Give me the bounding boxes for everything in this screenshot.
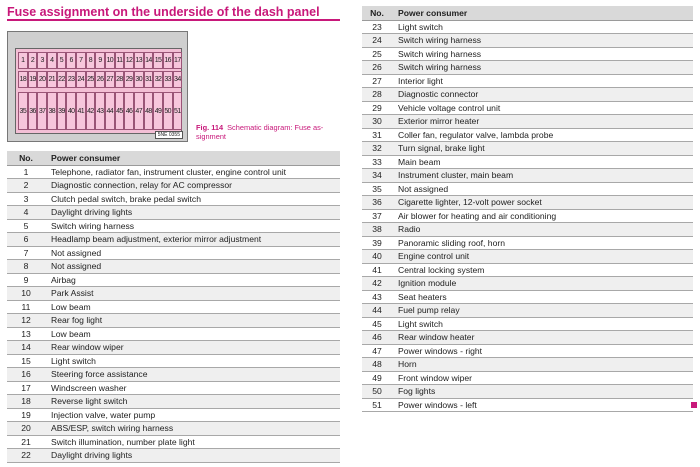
fuse-slot: 12: [124, 52, 134, 69]
fuse-number: 43: [362, 290, 392, 304]
power-consumer: Light switch: [392, 317, 693, 331]
fuse-row-1: [18, 52, 182, 69]
fuse-number: 48: [362, 358, 392, 372]
fuse-table-left: [7, 151, 340, 463]
power-consumer: Airbag: [45, 273, 340, 287]
fuse-slot: 35: [18, 92, 28, 130]
fuse-slot: 15: [153, 52, 163, 69]
table-row: [7, 381, 340, 395]
table-row: [362, 317, 693, 331]
table-row: [7, 354, 340, 368]
table-row: [362, 61, 693, 75]
power-consumer: Front window wiper: [392, 371, 693, 385]
power-consumer: Windscreen washer: [45, 381, 340, 395]
fuse-slot: 51: [173, 92, 183, 130]
fuse-number: 25: [362, 47, 392, 61]
fuse-slot: 3: [37, 52, 47, 69]
fuse-number: 42: [362, 277, 392, 291]
table-row: [362, 182, 693, 196]
fuse-slot: 20: [37, 71, 47, 88]
fuse-slot: 22: [57, 71, 67, 88]
power-consumer: Not assigned: [392, 182, 693, 196]
power-consumer: Light switch: [45, 354, 340, 368]
fuse-number: 45: [362, 317, 392, 331]
fuse-slot: 33: [163, 71, 173, 88]
fuse-slot: 18: [18, 71, 28, 88]
column-header-consumer: Power consumer: [392, 6, 693, 20]
fuse-slot: 6: [66, 52, 76, 69]
fuse-number: 4: [7, 206, 45, 220]
fuse-number: 39: [362, 236, 392, 250]
fuse-slot: 42: [86, 92, 96, 130]
fuse-number: 21: [7, 435, 45, 449]
fuse-number: 30: [362, 115, 392, 129]
table-row: [7, 287, 340, 301]
fuse-number: 1: [7, 165, 45, 179]
fuse-number: 12: [7, 314, 45, 328]
power-consumer: Park Assist: [45, 287, 340, 301]
fuse-slot: 9: [95, 52, 105, 69]
table-header-row: [7, 151, 340, 165]
table-row: [362, 115, 693, 129]
fuse-number: 40: [362, 250, 392, 264]
power-consumer: Not assigned: [45, 246, 340, 260]
table-row: [7, 300, 340, 314]
table-row: [362, 142, 693, 156]
table-row: [362, 331, 693, 345]
power-consumer: Panoramic sliding roof, horn: [392, 236, 693, 250]
fuse-number: 2: [7, 179, 45, 193]
table-row: [7, 341, 340, 355]
fuse-number: 23: [362, 20, 392, 34]
power-consumer: Daylight driving lights: [45, 206, 340, 220]
fuse-slot: 30: [134, 71, 144, 88]
figure-caption-text: Schematic diagram: Fuse as- signment: [196, 123, 324, 141]
power-consumer: Telephone, radiator fan, instrument cluster, engine control unit: [45, 165, 340, 179]
fuse-slot: 4: [47, 52, 57, 69]
table-row: [362, 344, 693, 358]
fuse-number: 27: [362, 74, 392, 88]
fuse-slot: 43: [95, 92, 105, 130]
table-row: [362, 88, 693, 102]
power-consumer: Cigarette lighter, 12-volt power socket: [392, 196, 693, 210]
fuse-slot: 45: [115, 92, 125, 130]
power-consumer: Steering force assistance: [45, 368, 340, 382]
power-consumer: Switch wiring harness: [392, 47, 693, 61]
fuse-number: 47: [362, 344, 392, 358]
fuse-slot: 49: [153, 92, 163, 130]
fuse-number: 49: [362, 371, 392, 385]
fuse-number: 36: [362, 196, 392, 210]
table-row: [362, 358, 693, 372]
fuse-number: 37: [362, 209, 392, 223]
fuse-number: 16: [7, 368, 45, 382]
table-row: [7, 449, 340, 463]
power-consumer: Exterior mirror heater: [392, 115, 693, 129]
fuse-number: 35: [362, 182, 392, 196]
table-row: [7, 233, 340, 247]
power-consumer: Low beam: [45, 327, 340, 341]
fuse-number: 34: [362, 169, 392, 183]
table-row: [362, 263, 693, 277]
power-consumer: Rear fog light: [45, 314, 340, 328]
power-consumer: Central locking system: [392, 263, 693, 277]
fuse-number: 46: [362, 331, 392, 345]
table-row: [362, 209, 693, 223]
fuse-number: 5: [7, 219, 45, 233]
fuse-number: 17: [7, 381, 45, 395]
power-consumer: Engine control unit: [392, 250, 693, 264]
fuse-slot: 27: [105, 71, 115, 88]
fuse-slot: 14: [144, 52, 154, 69]
table-row: [7, 206, 340, 220]
power-consumer: Air blower for heating and air conditioning: [392, 209, 693, 223]
power-consumer: Power windows - left: [392, 398, 693, 412]
fuse-slot: 32: [153, 71, 163, 88]
power-consumer: Vehicle voltage control unit: [392, 101, 693, 115]
fuse-number: 44: [362, 304, 392, 318]
table-row: [362, 101, 693, 115]
table-row: [7, 165, 340, 179]
table-row: [7, 368, 340, 382]
table-row: [362, 74, 693, 88]
table-row: [7, 192, 340, 206]
table-row: [362, 290, 693, 304]
power-consumer: Reverse light switch: [45, 395, 340, 409]
power-consumer: Radio: [392, 223, 693, 237]
fuse-number: 20: [7, 422, 45, 436]
fuse-number: 9: [7, 273, 45, 287]
table-row: [7, 422, 340, 436]
column-header-no: No.: [362, 6, 392, 20]
fuse-slot: 23: [66, 71, 76, 88]
fuse-slot: 21: [47, 71, 57, 88]
fuse-number: 26: [362, 61, 392, 75]
table-row: [362, 155, 693, 169]
table-header-row: [362, 6, 693, 20]
fuse-slot: 46: [124, 92, 134, 130]
fuse-slot: 25: [86, 71, 96, 88]
table-row: [7, 314, 340, 328]
fuse-number: 3: [7, 192, 45, 206]
fuse-slot: 7: [76, 52, 86, 69]
table-row: [7, 273, 340, 287]
power-consumer: Switch wiring harness: [45, 219, 340, 233]
fuse-number: 19: [7, 408, 45, 422]
table-row: [362, 385, 693, 399]
fuse-number: 33: [362, 155, 392, 169]
fuse-slot: 13: [134, 52, 144, 69]
fuse-slot: 34: [173, 71, 183, 88]
fuse-table-right: [362, 6, 693, 412]
power-consumer: Interior light: [392, 74, 693, 88]
power-consumer: Horn: [392, 358, 693, 372]
page-title: Fuse assignment on the underside of the dash panel: [7, 5, 320, 19]
fuse-panel: [15, 48, 182, 134]
fuse-slot: 37: [37, 92, 47, 130]
fuse-number: 7: [7, 246, 45, 260]
power-consumer: Fuel pump relay: [392, 304, 693, 318]
table-row: [362, 20, 693, 34]
fuse-slot: 38: [47, 92, 57, 130]
fuse-number: 24: [362, 34, 392, 48]
figure-caption: [196, 123, 336, 141]
fuse-slot: 5: [57, 52, 67, 69]
fuse-number: 18: [7, 395, 45, 409]
fuse-table-right-body: [362, 20, 693, 412]
table-row: [362, 371, 693, 385]
figure-number: Fig. 114: [196, 123, 224, 132]
power-consumer: Diagnostic connector: [392, 88, 693, 102]
power-consumer: Light switch: [392, 20, 693, 34]
power-consumer: Switch wiring harness: [392, 61, 693, 75]
fuse-slot: 41: [76, 92, 86, 130]
fuse-number: 28: [362, 88, 392, 102]
fuse-number: 38: [362, 223, 392, 237]
table-row: [7, 219, 340, 233]
table-row: [7, 435, 340, 449]
fuse-number: 32: [362, 142, 392, 156]
table-row: [7, 408, 340, 422]
table-row: [7, 260, 340, 274]
power-consumer: Not assigned: [45, 260, 340, 274]
power-consumer: Injection valve, water pump: [45, 408, 340, 422]
fuse-number: 31: [362, 128, 392, 142]
fuse-number: 10: [7, 287, 45, 301]
power-consumer: Power windows - right: [392, 344, 693, 358]
fuse-slot: 2: [28, 52, 38, 69]
fuse-slot: 10: [105, 52, 115, 69]
fuse-slot: 39: [57, 92, 67, 130]
fuse-slot: 26: [95, 71, 105, 88]
power-consumer: Turn signal, brake light: [392, 142, 693, 156]
table-row: [362, 223, 693, 237]
fuse-number: 11: [7, 300, 45, 314]
fuse-number: 13: [7, 327, 45, 341]
diagram-code-label: 5NE 0355: [155, 131, 183, 139]
power-consumer: Headlamp beam adjustment, exterior mirror adjustment: [45, 233, 340, 247]
power-consumer: Rear window heater: [392, 331, 693, 345]
power-consumer: Coller fan, regulator valve, lambda probe: [392, 128, 693, 142]
fuse-row-3: [18, 92, 182, 130]
fuse-slot: 11: [115, 52, 125, 69]
table-row: [7, 327, 340, 341]
power-consumer: Daylight driving lights: [45, 449, 340, 463]
power-consumer: Ignition module: [392, 277, 693, 291]
fuse-number: 29: [362, 101, 392, 115]
fuse-number: 8: [7, 260, 45, 274]
fuse-slot: 44: [105, 92, 115, 130]
table-row: [362, 128, 693, 142]
table-row: [7, 246, 340, 260]
fuse-number: 15: [7, 354, 45, 368]
power-consumer: ABS/ESP, switch wiring harness: [45, 422, 340, 436]
column-header-consumer: Power consumer: [45, 151, 340, 165]
power-consumer: Switch wiring harness: [392, 34, 693, 48]
power-consumer: Seat heaters: [392, 290, 693, 304]
power-consumer: Low beam: [45, 300, 340, 314]
fuse-number: 6: [7, 233, 45, 247]
table-row: [362, 398, 693, 412]
column-header-no: No.: [7, 151, 45, 165]
power-consumer: Clutch pedal switch, brake pedal switch: [45, 192, 340, 206]
power-consumer: Main beam: [392, 155, 693, 169]
fuse-number: 41: [362, 263, 392, 277]
table-row: [362, 304, 693, 318]
table-row: [362, 250, 693, 264]
fuse-slot: 19: [28, 71, 38, 88]
fuse-slot: 47: [134, 92, 144, 130]
fuse-slot: 48: [144, 92, 154, 130]
fuse-slot: 31: [144, 71, 154, 88]
fuse-number: 14: [7, 341, 45, 355]
fuse-number: 22: [7, 449, 45, 463]
fuse-slot: 8: [86, 52, 96, 69]
fuse-slot: 1: [18, 52, 28, 69]
fuse-slot: 17: [173, 52, 183, 69]
table-row: [362, 277, 693, 291]
fuse-slot: 24: [76, 71, 86, 88]
fuse-slot: 28: [115, 71, 125, 88]
fuse-table-left-body: [7, 165, 340, 462]
fuse-slot: 16: [163, 52, 173, 69]
table-row: [362, 47, 693, 61]
fuse-slot: 50: [163, 92, 173, 130]
section-end-marker: [691, 402, 697, 408]
fuse-row-2: [18, 71, 182, 88]
table-row: [362, 169, 693, 183]
fuse-slot: 29: [124, 71, 134, 88]
fuse-slot: 36: [28, 92, 38, 130]
table-row: [362, 34, 693, 48]
power-consumer: Fog lights: [392, 385, 693, 399]
fuse-number: 50: [362, 385, 392, 399]
power-consumer: Switch illumination, number plate light: [45, 435, 340, 449]
table-row: [362, 236, 693, 250]
table-row: [7, 179, 340, 193]
power-consumer: Instrument cluster, main beam: [392, 169, 693, 183]
fuse-slot: 40: [66, 92, 76, 130]
power-consumer: Diagnostic connection, relay for AC compressor: [45, 179, 340, 193]
table-row: [7, 395, 340, 409]
table-row: [362, 196, 693, 210]
power-consumer: Rear window wiper: [45, 341, 340, 355]
title-divider: [7, 19, 340, 21]
fuse-box-diagram: [7, 31, 188, 142]
fuse-number: 51: [362, 398, 392, 412]
